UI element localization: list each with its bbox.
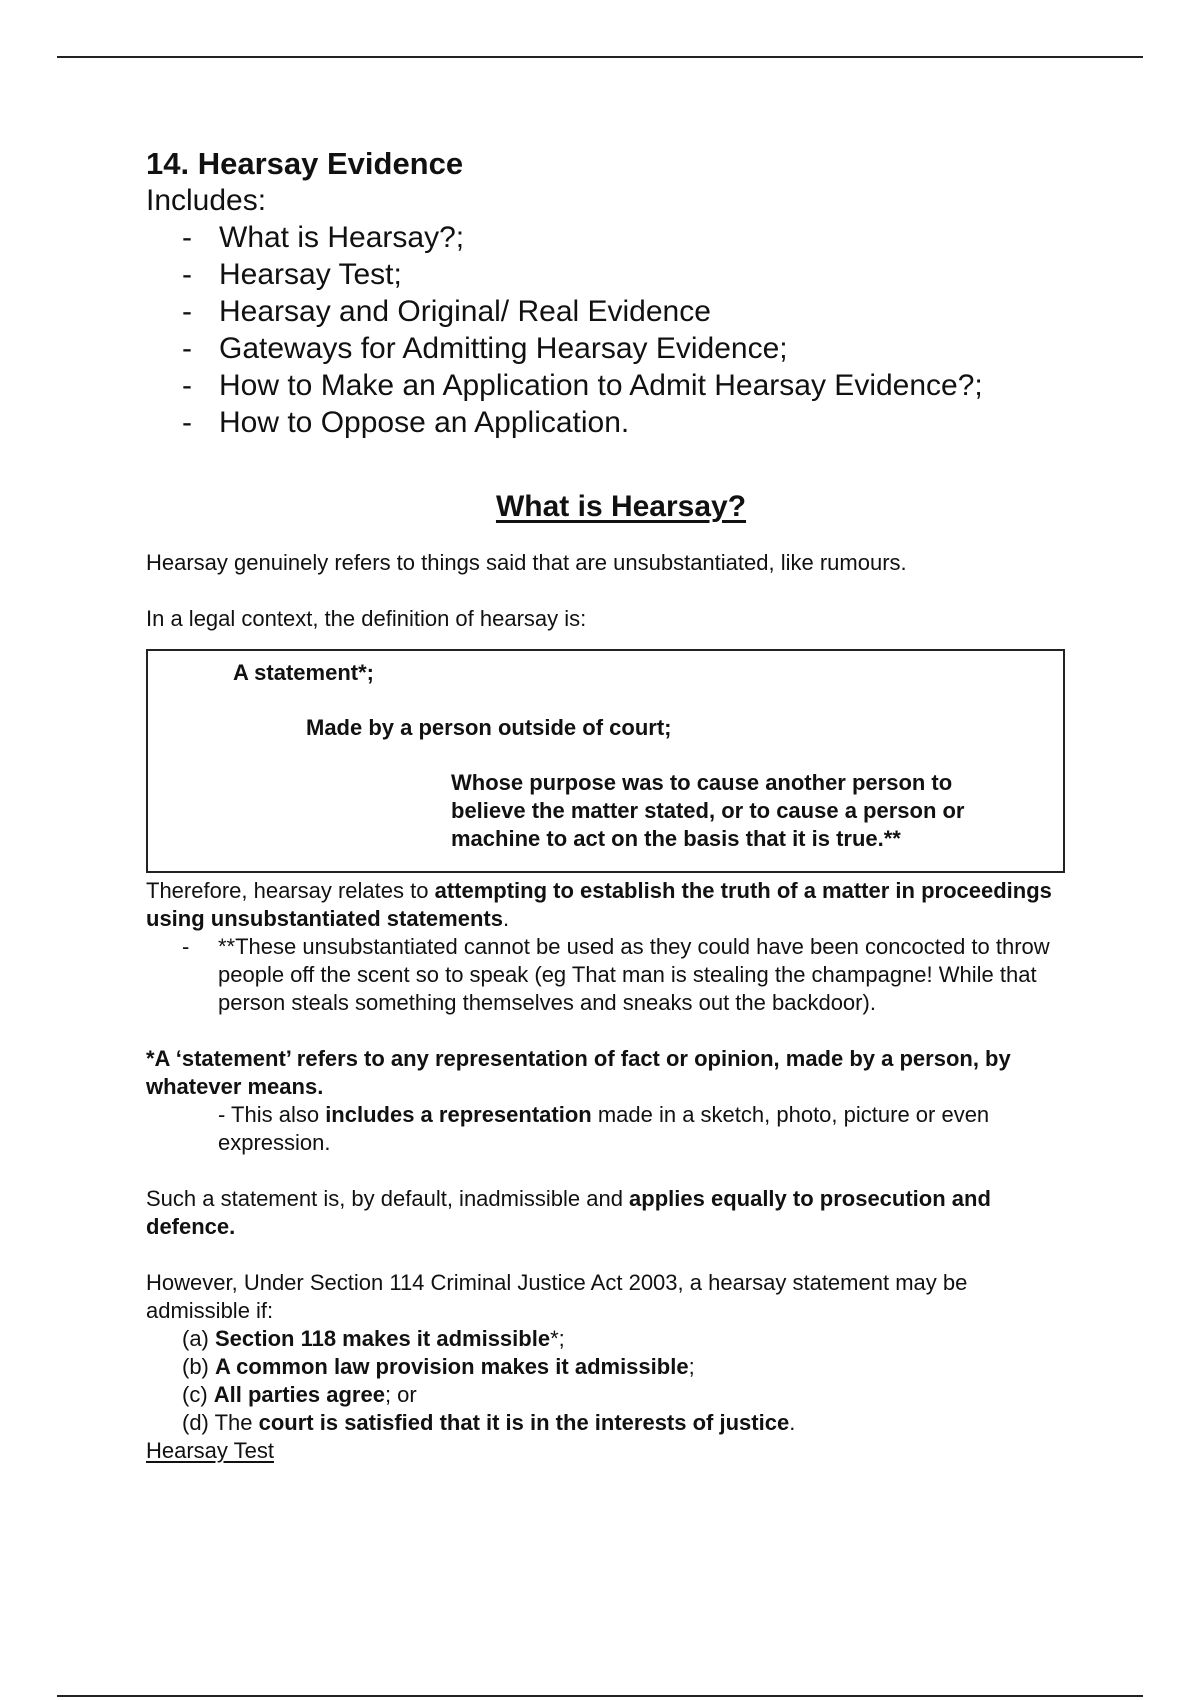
chapter-title: 14. Hearsay Evidence bbox=[146, 146, 464, 181]
text-run: . bbox=[502, 906, 510, 931]
dash-bullet: - bbox=[182, 258, 192, 291]
dash-bullet: - bbox=[182, 406, 192, 439]
definition-line-outside-court: Made by a person outside of court; bbox=[306, 715, 672, 740]
section-114-paragraph: However, Under Section 114 Criminal Justice Act 2003, a hearsay statement may be admissible if: bbox=[146, 1270, 968, 1323]
text-run: Such a statement is, by default, inadmissible and bbox=[146, 1186, 630, 1211]
definition-line-statement: A statement*; bbox=[233, 660, 374, 685]
text-run: (a) bbox=[182, 1326, 215, 1351]
list-item bbox=[182, 404, 1066, 441]
text-run: ; or bbox=[384, 1382, 417, 1407]
list-item-text: Hearsay and Original/ Real Evidence bbox=[219, 295, 711, 328]
text-run: (b) bbox=[182, 1354, 215, 1379]
includes-label: Includes: bbox=[146, 184, 267, 217]
dash-bullet: - bbox=[182, 332, 192, 365]
statement-subpoint bbox=[146, 1101, 1066, 1157]
bold-text-run: All parties agree bbox=[213, 1382, 385, 1407]
top-divider bbox=[57, 56, 1143, 58]
definition-line-purpose: Whose purpose was to cause another person to believe the matter stated, or to cause a person or machine to act on the basis that it is true.** bbox=[451, 770, 965, 851]
bold-text-run: applies equally to prosecution and defence. bbox=[146, 1186, 991, 1239]
text-run: - This also bbox=[218, 1102, 326, 1127]
list-item-text: Gateways for Admitting Hearsay Evidence; bbox=[219, 332, 788, 365]
list-item bbox=[182, 256, 1066, 293]
text-run: made in a sketch, photo, picture or even expression. bbox=[218, 1102, 990, 1155]
list-item bbox=[182, 367, 1066, 404]
bold-text-run: court is satisfied that it is in the interests of justice bbox=[258, 1410, 790, 1435]
admissibility-conditions bbox=[146, 1325, 1066, 1437]
contents-list bbox=[146, 219, 1066, 441]
list-item bbox=[182, 219, 1066, 256]
bold-text-run: attempting to establish the truth of a matter in proceedings using unsubstantiated statements bbox=[146, 878, 1052, 931]
text-run: *; bbox=[550, 1326, 565, 1351]
statement-definition: *A ‘statement’ refers to any representation of fact or opinion, made by a person, by whatever means. bbox=[146, 1046, 1011, 1099]
bold-text-run: A common law provision makes it admissible bbox=[215, 1354, 689, 1379]
footnote-note bbox=[146, 933, 1066, 1017]
list-item bbox=[182, 330, 1066, 367]
dash-bullet: - bbox=[182, 295, 192, 328]
page-content bbox=[146, 145, 1066, 1465]
text-run: . bbox=[789, 1410, 796, 1435]
text-run: (d) The bbox=[182, 1410, 259, 1435]
condition-item bbox=[182, 1409, 1066, 1437]
dash-bullet: - bbox=[182, 369, 192, 402]
bold-text-run: includes a representation bbox=[325, 1102, 592, 1127]
condition-item bbox=[182, 1325, 1066, 1353]
text-run: (c) bbox=[182, 1382, 214, 1407]
hearsay-test-heading: Hearsay Test bbox=[146, 1438, 274, 1463]
condition-item bbox=[182, 1353, 1066, 1381]
inadmissible-paragraph bbox=[146, 1185, 1066, 1241]
bottom-divider bbox=[57, 1695, 1143, 1697]
text-run: Therefore, hearsay relates to bbox=[146, 878, 435, 903]
text-run: ; bbox=[688, 1354, 695, 1379]
intro-paragraph: Hearsay genuinely refers to things said that are unsubstantiated, like rumours. bbox=[146, 550, 907, 575]
section-heading bbox=[146, 489, 1066, 525]
therefore-paragraph bbox=[146, 877, 1066, 933]
bold-text-run: Section 118 makes it admissible bbox=[215, 1326, 551, 1351]
dash-bullet: - bbox=[182, 221, 192, 254]
list-item-text: What is Hearsay?; bbox=[219, 221, 465, 254]
dash-bullet: - bbox=[182, 934, 190, 959]
list-item-text: Hearsay Test; bbox=[219, 258, 402, 291]
list-item-text: How to Make an Application to Admit Hearsay Evidence?; bbox=[219, 369, 983, 402]
section-heading-text: What is Hearsay? bbox=[495, 490, 747, 523]
legal-context-paragraph: In a legal context, the definition of hearsay is: bbox=[146, 606, 587, 631]
footnote-note-text: **These unsubstantiated cannot be used as they could have been concocted to throw people off the scent so to speak (eg That man is stealing the champagne! While that person steals something themselves and sneaks out the backdoor). bbox=[218, 934, 1050, 1015]
list-item-text: How to Oppose an Application. bbox=[219, 406, 630, 439]
list-item bbox=[182, 293, 1066, 330]
definition-box bbox=[146, 649, 1065, 873]
condition-item bbox=[182, 1381, 1066, 1409]
